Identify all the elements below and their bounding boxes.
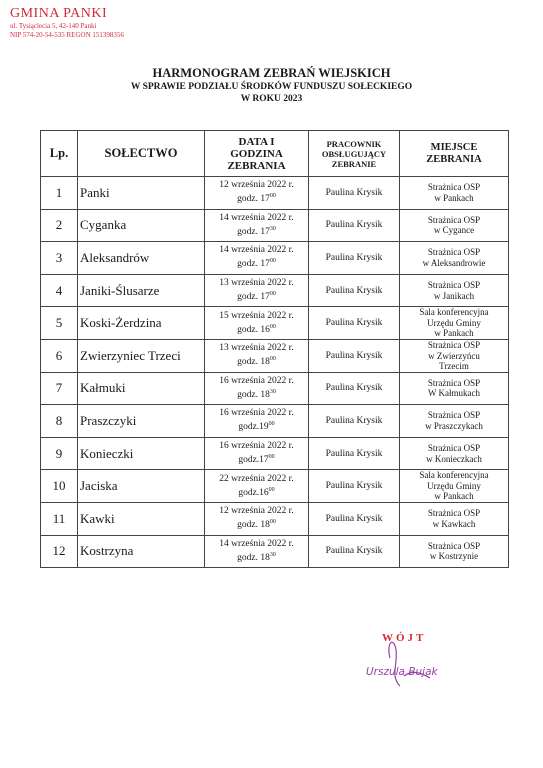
meeting-date: 14 września 2022 r.: [219, 538, 294, 549]
meeting-time: [207, 191, 306, 205]
place-line-1: Strażnica OSP: [427, 280, 481, 291]
table-row: [41, 502, 509, 535]
meeting-place: [400, 502, 509, 535]
meeting-date: 15 września 2022 r.: [219, 310, 294, 321]
meeting-time-label: godz.: [237, 194, 261, 205]
place-line-3: Trzecim: [439, 361, 469, 372]
meeting-time-label: godz.: [237, 292, 261, 303]
meeting-minutes: 00: [269, 519, 276, 526]
header-data-line-2: GODZINA: [230, 147, 283, 160]
meeting-date-time: [205, 177, 309, 210]
meeting-date-time: [205, 502, 309, 535]
row-number: 5: [41, 307, 78, 340]
row-number: 9: [41, 437, 78, 470]
meeting-minutes: 00: [269, 193, 276, 200]
header-lp: Lp.: [41, 131, 78, 177]
meeting-date-time: [205, 405, 309, 438]
place-line-1: Strażnica OSP: [427, 508, 481, 519]
table-row: [41, 242, 509, 275]
meeting-minutes: 00: [269, 323, 276, 330]
meeting-time: [207, 485, 306, 499]
meeting-date-time: [205, 209, 309, 242]
village-name: Cyganka: [78, 209, 205, 242]
meeting-time: [207, 256, 306, 270]
meeting-time: [207, 419, 306, 433]
place-line-2: w Pankach: [434, 192, 474, 203]
table-row: [41, 535, 509, 568]
staff-member: Paulina Krysik: [309, 437, 400, 470]
meeting-place: [400, 274, 509, 307]
meeting-time-label: godz.: [238, 455, 260, 466]
meeting-time: [207, 224, 306, 238]
meeting-place: [400, 209, 509, 242]
place-line-1: Strażnica OSP: [427, 410, 481, 421]
table-header-row: [41, 131, 509, 177]
row-number: 3: [41, 242, 78, 275]
meeting-date: 16 września 2022 r.: [219, 440, 294, 451]
meeting-hour: 17: [260, 226, 270, 237]
header-pracownik-line-1: PRACOWNIK: [326, 138, 382, 149]
row-number: 1: [41, 177, 78, 210]
header-data: [205, 131, 309, 177]
meeting-place: [400, 535, 509, 568]
row-number: 10: [41, 470, 78, 503]
meeting-hour: 17: [260, 259, 270, 270]
meeting-minutes: 00: [268, 453, 275, 460]
staff-member: Paulina Krysik: [309, 307, 400, 340]
place-line-2: Urzędu Gminy: [427, 480, 481, 491]
meeting-minutes: 00: [269, 356, 276, 363]
meeting-date-time: [205, 274, 309, 307]
meeting-date-time: [205, 437, 309, 470]
meeting-place: [400, 339, 509, 372]
stamp-title: GMINA PANKI: [10, 6, 108, 21]
village-name: Konieczki: [78, 437, 205, 470]
place-line-2: w Zwierzyńcu: [428, 350, 480, 361]
place-line-2: w Aleksandrowie: [422, 257, 486, 268]
row-number: 8: [41, 405, 78, 438]
place-line-1: Strażnica OSP: [427, 340, 481, 351]
row-number: 12: [41, 535, 78, 568]
header-pracownik: [309, 131, 400, 177]
village-name: Janiki-Ślusarze: [78, 274, 205, 307]
staff-member: Paulina Krysik: [309, 372, 400, 405]
table-row: [41, 307, 509, 340]
table-row: [41, 209, 509, 242]
table-row: [41, 437, 509, 470]
meeting-place: [400, 307, 509, 340]
row-number: 7: [41, 372, 78, 405]
meeting-hour: 17: [260, 292, 270, 303]
meeting-date: 12 września 2022 r.: [219, 180, 294, 191]
place-line-1: Strażnica OSP: [427, 540, 481, 551]
meeting-date-time: [205, 307, 309, 340]
header-miejsce-line-2: ZEBRANIA: [426, 153, 482, 165]
meeting-time: [207, 354, 306, 368]
table-row: [41, 274, 509, 307]
place-line-3: w Pankach: [434, 328, 474, 339]
meeting-hour: 16: [260, 324, 270, 335]
meeting-time: [207, 550, 306, 564]
document-subtitle-2: W ROKU 2023: [240, 94, 303, 104]
place-line-1: Sala konferencyjna: [419, 470, 489, 481]
place-line-2: w Janikach: [433, 290, 475, 301]
meeting-hour: 18: [260, 357, 270, 368]
village-name: Koski-Żerdzina: [78, 307, 205, 340]
meeting-place: [400, 372, 509, 405]
village-name: Kawki: [78, 502, 205, 535]
place-line-1: Strażnica OSP: [427, 214, 481, 225]
meeting-time-label: godz.: [237, 389, 261, 400]
meeting-place: [400, 437, 509, 470]
meeting-place: [400, 242, 509, 275]
meeting-hour: 18: [260, 552, 270, 563]
meeting-time-label: godz.: [237, 552, 261, 563]
stamp-ids: NIP 574-20-54-535 REGON 151398356: [10, 31, 124, 39]
meeting-date-time: [205, 470, 309, 503]
place-line-2: W Kałmukach: [427, 388, 481, 399]
meeting-time-label: godz.: [238, 422, 260, 433]
staff-member: Paulina Krysik: [309, 405, 400, 438]
meeting-date-time: [205, 535, 309, 568]
document-subtitle-1: W SPRAWIE PODZIAŁU ŚRODKÓW FUNDUSZU SOŁECKIEGO: [130, 82, 413, 92]
staff-member: Paulina Krysik: [309, 470, 400, 503]
header-solectwo: SOŁECTWO: [78, 131, 205, 177]
meeting-time-label: godz.: [237, 324, 261, 335]
meeting-time: [207, 387, 306, 401]
meeting-date: 22 września 2022 r.: [219, 473, 294, 484]
signature-block: [360, 628, 480, 698]
meeting-minutes: 00: [269, 258, 276, 265]
village-name: Panki: [78, 177, 205, 210]
village-name: Kałmuki: [78, 372, 205, 405]
meeting-place: [400, 470, 509, 503]
meeting-minutes: 30: [269, 388, 276, 395]
meeting-time: [207, 452, 306, 466]
document-heading: [0, 66, 543, 105]
table-row: [41, 177, 509, 210]
header-data-line-3: ZEBRANIA: [227, 159, 286, 172]
signature-title: WÓJT: [382, 632, 427, 644]
meeting-hour: 19: [259, 422, 269, 433]
place-line-2: w Konieczkach: [426, 453, 482, 464]
schedule-table: [40, 130, 509, 568]
header-miejsce: [400, 131, 509, 177]
table-row: [41, 405, 509, 438]
staff-member: Paulina Krysik: [309, 209, 400, 242]
meeting-date: 16 września 2022 r.: [219, 375, 294, 386]
place-line-2: w Praszczykach: [425, 420, 483, 431]
meeting-minutes: 00: [268, 421, 275, 428]
meeting-place: [400, 177, 509, 210]
meeting-hour: 17: [260, 194, 270, 205]
staff-member: Paulina Krysik: [309, 339, 400, 372]
meeting-time-label: godz.: [238, 487, 260, 498]
meeting-time-label: godz.: [237, 357, 261, 368]
meeting-date: 14 września 2022 r.: [219, 245, 294, 256]
meeting-hour: 16: [259, 487, 269, 498]
header-data-line-1: DATA I: [238, 135, 275, 148]
place-line-1: Strażnica OSP: [427, 377, 481, 388]
place-line-2: w Cygance: [433, 225, 475, 236]
meeting-minutes: 30: [269, 551, 276, 558]
place-line-1: Strażnica OSP: [427, 443, 481, 454]
staff-member: Paulina Krysik: [309, 177, 400, 210]
signature-name: Urszula Bujak: [366, 666, 438, 678]
meeting-time-label: godz.: [237, 259, 261, 270]
place-line-2: Urzędu Gminy: [427, 317, 481, 328]
header-miejsce-line-1: MIEJSCE: [430, 141, 478, 153]
staff-member: Paulina Krysik: [309, 274, 400, 307]
meeting-date: 14 września 2022 r.: [219, 212, 294, 223]
meeting-hour: 17: [259, 455, 269, 466]
stamp-address: ul. Tysiąclecia 5, 42-140 Panki: [10, 22, 97, 30]
meeting-minutes: 00: [269, 291, 276, 297]
meeting-hour: 18: [260, 520, 270, 531]
village-name: Aleksandrów: [78, 242, 205, 275]
meeting-place: [400, 405, 509, 438]
meeting-date: 13 września 2022 r.: [219, 343, 294, 354]
header-pracownik-line-2: OBSŁUGUJĄCY: [321, 148, 387, 159]
place-line-2: w Kostrzynie: [429, 551, 479, 562]
meeting-date: 12 września 2022 r.: [219, 506, 294, 517]
meeting-time: [207, 289, 306, 303]
place-line-2: w Kawkach: [432, 518, 476, 529]
office-stamp: [10, 6, 124, 40]
place-line-1: Sala konferencyjna: [419, 307, 489, 318]
meeting-date: 13 września 2022 r.: [219, 278, 294, 288]
header-pracownik-line-3: ZEBRANIE: [331, 158, 377, 169]
place-line-3: w Pankach: [434, 491, 474, 502]
village-name: Kostrzyna: [78, 535, 205, 568]
meeting-time: [207, 322, 306, 336]
meeting-hour: 18: [260, 389, 270, 400]
meeting-date-time: [205, 339, 309, 372]
meeting-date: 16 września 2022 r.: [219, 408, 294, 419]
meeting-time-label: godz.: [237, 226, 261, 237]
table-row: [41, 470, 509, 503]
meeting-minutes: 00: [268, 486, 275, 493]
staff-member: Paulina Krysik: [309, 502, 400, 535]
meeting-time: [207, 517, 306, 531]
village-name: Jaciska: [78, 470, 205, 503]
village-name: Praszczyki: [78, 405, 205, 438]
row-number: 11: [41, 502, 78, 535]
row-number: 4: [41, 274, 78, 307]
meeting-minutes: 30: [269, 225, 276, 232]
place-line-1: Strażnica OSP: [427, 182, 481, 193]
table-row: [41, 339, 509, 372]
table-row: [41, 372, 509, 405]
place-line-1: Strażnica OSP: [427, 247, 481, 258]
meeting-date-time: [205, 372, 309, 405]
document-title: HARMONOGRAM ZEBRAŃ WIEJSKICH: [152, 66, 391, 80]
meeting-time-label: godz.: [237, 520, 261, 531]
village-name: Zwierzyniec Trzeci: [78, 339, 205, 372]
staff-member: Paulina Krysik: [309, 535, 400, 568]
staff-member: Paulina Krysik: [309, 242, 400, 275]
meeting-date-time: [205, 242, 309, 275]
row-number: 6: [41, 339, 78, 372]
row-number: 2: [41, 209, 78, 242]
